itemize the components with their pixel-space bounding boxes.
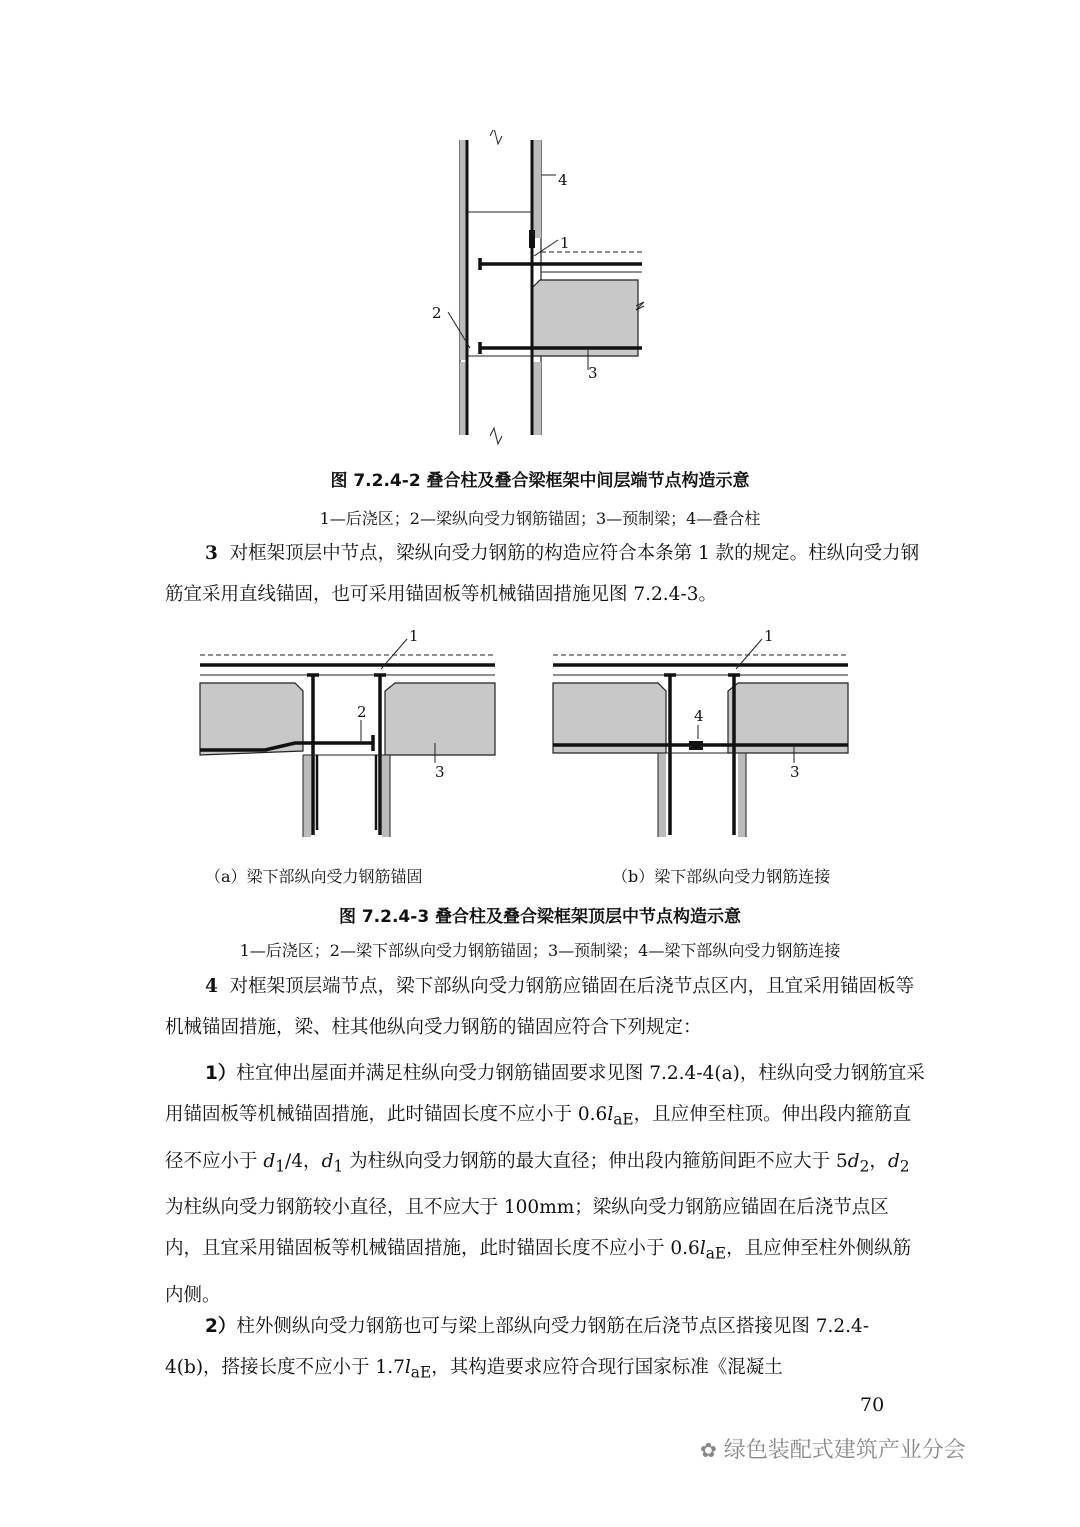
figure2-legend: 1—后浇区；2—梁下部纵向受力钢筋锚固；3—预制梁；4—梁下部纵向受力钢筋连接: [239, 941, 841, 960]
fig2b-label-4: 4: [694, 707, 704, 725]
fig2a-label-3: 3: [435, 763, 445, 781]
watermark: [700, 1433, 966, 1464]
item-1-t6: 为柱纵向受力钢筋较小直径，且不应大于 100mm；梁纵向受力钢筋应锚固在后浇节点区内，且宜采用锚固板等机械锚固措施，此时锚固长度不应小于 0.6: [165, 1197, 889, 1260]
fig2b-label-3: 3: [790, 763, 800, 781]
item-1-t5: ，: [869, 1150, 888, 1172]
item-2-s: aE: [410, 1363, 432, 1382]
item-1-d1s: 1: [275, 1157, 286, 1176]
item-1-d1b: d: [321, 1150, 334, 1172]
item-1-t4: 为柱纵向受力钢筋的最大直径；伸出段内箍筋间距不应大于 5: [343, 1150, 848, 1172]
item-1-num: 1）: [205, 1063, 237, 1084]
item-1-d2a: d: [847, 1150, 860, 1172]
fig1-label-4: 4: [558, 171, 568, 189]
figure-7-2-4-3a: [195, 625, 515, 843]
fig1-label-2: 2: [432, 304, 442, 322]
para-3-text: 对框架顶层中节点，梁纵向受力钢筋的构造应符合本条第 1 款的规定。柱纵向受力钢筋宜采用直线锚固，也可采用锚固板等机械锚固措施见图 7.2.4-3。: [165, 543, 920, 605]
figure2-sub-b: （b）梁下部纵向受力钢筋连接: [612, 867, 831, 886]
item-2-t1: 柱外侧纵向受力钢筋也可与梁上部纵向受力钢筋在后浇节点区搭接见图 7.2.4-4(b)，搭接长度不应小于 1.7: [165, 1316, 870, 1378]
item-2-l: l: [404, 1357, 411, 1378]
item-2-num: 2）: [205, 1316, 237, 1337]
figure2-caption: 图 7.2.4-3 叠合柱及叠合梁框架顶层中节点构造示意: [338, 907, 742, 927]
watermark-text: 绿色装配式建筑产业分会: [723, 1438, 966, 1463]
figure2-sub-a: （a）梁下部纵向受力钢筋锚固: [205, 867, 423, 886]
item-1-t7: ，且应伸至柱外侧纵筋内侧。: [165, 1238, 912, 1307]
wechat-icon: ✿: [700, 1438, 717, 1462]
item-2: [165, 1306, 925, 1394]
para-4-num: 4: [205, 976, 218, 997]
figure1-legend: 1—后浇区；2—梁纵向受力钢筋锚固；3—预制梁；4—叠合柱: [319, 509, 761, 528]
item-1-s2: aE: [705, 1245, 727, 1264]
para-3-num: 3: [205, 543, 218, 564]
figure-7-2-4-2: [420, 130, 680, 445]
item-1-d1bs: 1: [333, 1157, 344, 1176]
item-1-s1: aE: [613, 1110, 634, 1129]
para-4-text: 对框架顶层端节点，梁下部纵向受力钢筋应锚固在后浇节点区内，且宜采用锚固板等机械锚固措施，梁、柱其他纵向受力钢筋的锚固应符合下列规定：: [165, 976, 915, 1038]
fig2b-label-1: 1: [764, 627, 774, 645]
item-1-t1: 柱宜伸出屋面并满足柱纵向受力钢筋锚固要求见图 7.2.4-4(a)，柱纵向受力钢筋宜采用锚固板等机械锚固措施，此时锚固长度不应小于 0.6: [165, 1063, 925, 1125]
fig2a-label-1: 1: [409, 627, 419, 645]
item-1-l2: l: [699, 1238, 706, 1260]
fig1-label-1: 1: [560, 234, 570, 252]
item-1-l1: l: [607, 1104, 614, 1125]
item-1-d2s: 2: [859, 1157, 870, 1176]
page-number-display: 70: [860, 1394, 885, 1416]
item-1-t3: /4，: [285, 1150, 322, 1172]
item-1-d2b: d: [887, 1150, 900, 1172]
fig2a-label-2: 2: [357, 703, 367, 721]
item-1-d1a: d: [263, 1150, 276, 1172]
fig1-label-3: 3: [588, 364, 598, 382]
item-1-d2bs: 2: [899, 1157, 910, 1176]
para-3: [165, 533, 925, 615]
figure1-caption: 图 7.2.4-2 叠合柱及叠合梁框架中间层端节点构造示意: [330, 471, 750, 491]
para-4: [165, 966, 925, 1048]
item-1-t2: ，且应伸至柱顶。伸出段内箍筋直径不应小于: [165, 1104, 912, 1172]
item-1: [165, 1053, 925, 1316]
item-2-t2: ，其构造要求应符合现行国家标准《混凝土: [431, 1357, 783, 1378]
figure-7-2-4-3b: [548, 625, 868, 843]
